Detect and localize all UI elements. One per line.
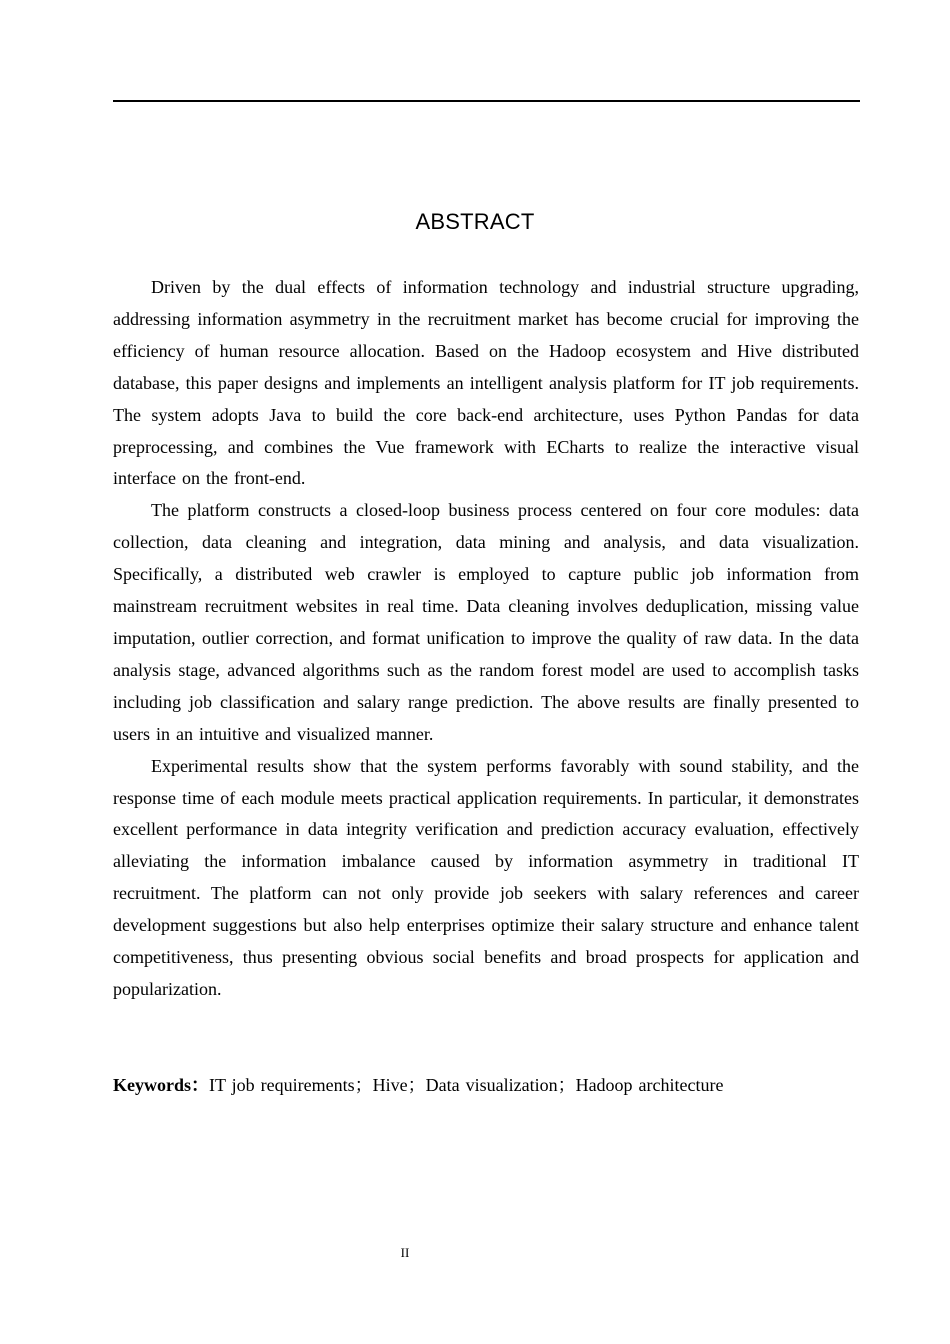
abstract-paragraph-3: Experimental results show that the system performs favorably with sound stability, and the response time of each module meets practical application requirements. In particular, it demonstrates excellent performance in data integrity verification and prediction accuracy evaluation, effectively alleviating the information imbalance caused by information asymmetry in traditional IT recruitment. The platform can not only provide job seekers with salary references and career development suggestions but also help enterprises optimize their salary structure and enhance talent competitiveness, thus presenting obvious social benefits and broad prospects for application and popularization.: [113, 755, 859, 999]
abstract-body: [113, 272, 859, 1006]
keywords-line: [113, 1070, 859, 1101]
abstract-paragraph-2: The platform constructs a closed-loop business process centered on four core modules: data collection, data cleaning and integration, data mining and analysis, and data visualization. Specifically, a distributed web crawler is employed to capture public job information from mainstream recruitment websites in real time. Data cleaning involves deduplication, missing value imputation, outlier correction, and format unification to improve the quality of raw data. In the data analysis stage, advanced algorithms such as the random forest model are used to accomplish tasks including job classification and salary range prediction. The above results are finally presented to users in an intuitive and visualized manner.: [113, 500, 859, 744]
abstract-paragraph-1: Driven by the dual effects of information technology and industrial structure upgrading, addressing information asymmetry in the recruitment market has become crucial for improving the efficiency of human resource allocation. Based on the Hadoop ecosystem and Hive distributed database, this paper designs and implements an intelligent analysis platform for IT job requirements. The system adopts Java to build the core back-end architecture, uses Python Pandas for data preprocessing, and combines the Vue framework with ECharts to realize the interactive visual interface on the front-end.: [113, 277, 859, 489]
header-rule: [113, 100, 860, 102]
keywords-label: Keywords：: [113, 1075, 209, 1095]
keywords-text: IT job requirements；Hive；Data visualization；Hadoop architecture: [209, 1075, 724, 1095]
page-number: II: [400, 1245, 410, 1260]
page-title: ABSTRACT: [415, 209, 535, 234]
